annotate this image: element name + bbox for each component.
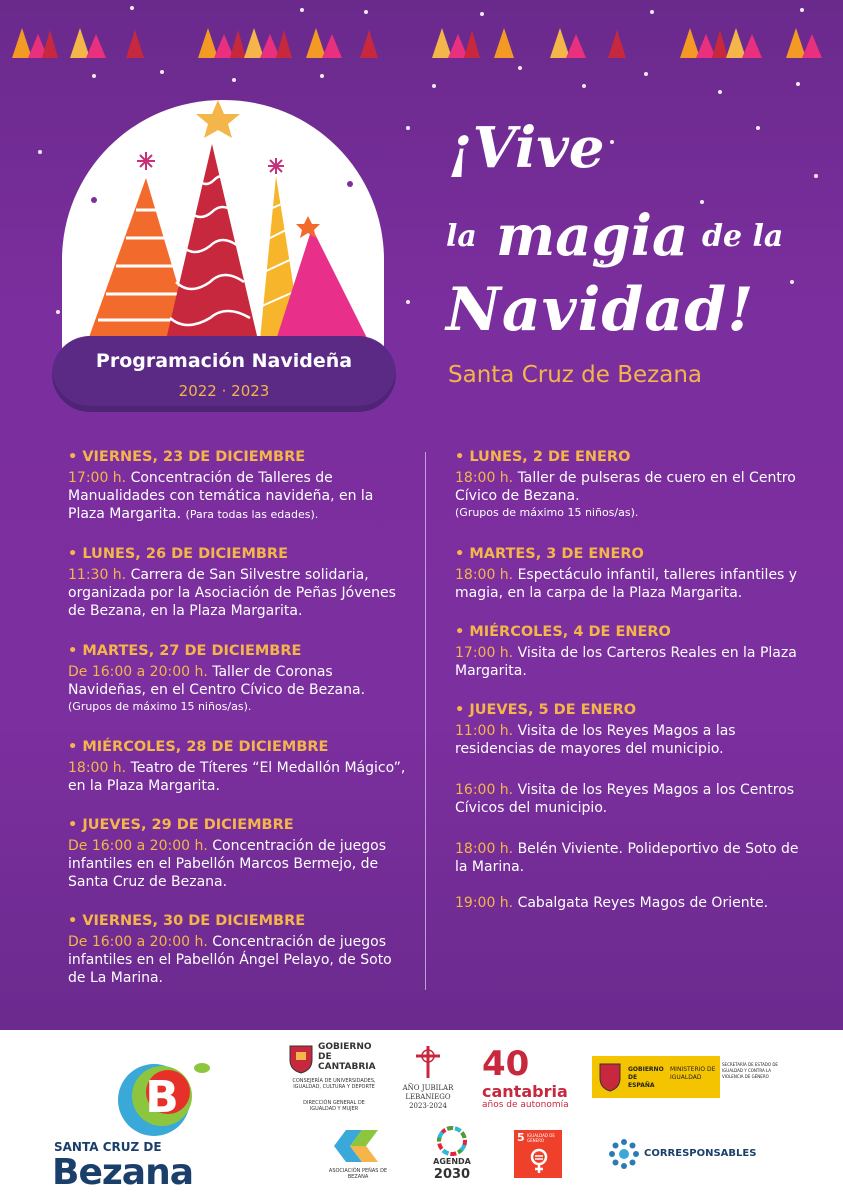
cantabria-40-number: 40: [482, 1044, 530, 1084]
agenda-year: 2030: [433, 1167, 471, 1182]
event-description: Visita de los Carteros Reales en la Plaza Margarita.: [455, 645, 797, 679]
event-note: (Para todas las edades).: [185, 508, 319, 521]
event-description: Concentración de Talleres de Manualidades con temática navideña, en la Plaza Margarita.: [68, 470, 374, 522]
sponsors-footer: [0, 1030, 843, 1192]
event-description: Espectáculo infantil, talleres infantiles y magia, en la carpa de la Plaza Margarita.: [455, 567, 798, 601]
headline-navidad: Navidad!: [446, 275, 755, 345]
cantabria-word: cantabria: [482, 1082, 568, 1101]
jubilar-text-3: 2023·2024: [409, 1102, 447, 1110]
ods-5-logo: [514, 1130, 562, 1178]
event-item: [68, 738, 413, 795]
event-description: Concentración de juegos infantiles en el Pabellón Marcos Bermejo, de Santa Cruz de Bezana.: [68, 838, 387, 890]
headline-de-la: de la: [702, 219, 784, 254]
agenda-word: AGENDA: [433, 1157, 471, 1166]
corresponsables-logo: [608, 1138, 757, 1172]
event-time: 17:00 h.: [68, 470, 127, 486]
event-item: [68, 912, 413, 987]
sdg-wheel-icon: [437, 1126, 467, 1156]
event-text: [68, 933, 413, 987]
event-time: 18:00 h.: [455, 470, 514, 486]
event-item: [455, 894, 800, 912]
event-time: 11:30 h.: [68, 567, 127, 583]
event-day: • MARTES, 3 DE ENERO: [455, 546, 644, 562]
ano-jubilar-logo: [396, 1044, 460, 1118]
event-day: • LUNES, 2 DE ENERO: [455, 449, 631, 465]
event-item: [68, 448, 413, 523]
event-item: [68, 545, 413, 620]
event-text: [68, 566, 413, 620]
bezana-logo: [50, 1052, 230, 1192]
event-text: [455, 840, 800, 876]
event-time: De 16:00 a 20:00 h.: [68, 838, 208, 854]
event-text: [68, 663, 413, 699]
event-time: 16:00 h.: [455, 782, 514, 798]
tree-garland-icon: [0, 22, 843, 62]
christmas-trees-icon: [62, 100, 384, 360]
event-day: • MIÉRCOLES, 28 DE DICIEMBRE: [68, 739, 329, 755]
event-text: [455, 722, 800, 758]
event-item: [455, 448, 800, 521]
cantabria-dir: DIRECCIÓN GENERAL DE IGUALDAD Y MUJER: [303, 1100, 365, 1112]
event-day: • MARTES, 27 DE DICIEMBRE: [68, 643, 302, 659]
event-text: [68, 759, 413, 795]
event-description: Visita de los Reyes Magos a los Centros Cívicos del municipio.: [455, 782, 795, 816]
jubilar-text-2: LEBANIEGO: [405, 1093, 451, 1101]
secretaria-text: SECRETARÍA DE ESTADO DE IGUALDAD Y CONTRA LA VIOLENCIA DE GÉNERO: [722, 1062, 778, 1079]
cantabria-40-logo: [480, 1044, 570, 1114]
headline-la: la: [446, 219, 477, 254]
event-time: De 16:00 a 20:00 h.: [68, 934, 208, 950]
event-text: [455, 781, 800, 817]
column-divider: [425, 452, 426, 990]
cantabria-sub: años de autonomía: [482, 1100, 569, 1110]
event-text: [455, 644, 800, 680]
event-note: (Grupos de máximo 15 niños/as).: [68, 700, 252, 713]
event-day: • MIÉRCOLES, 4 DE ENERO: [455, 624, 671, 640]
gobierno-cantabria-logo: [288, 1042, 378, 1122]
event-day: • VIERNES, 30 DE DICIEMBRE: [68, 913, 306, 929]
agenda-2030-logo: [430, 1126, 474, 1186]
event-day: • LUNES, 26 DE DICIEMBRE: [68, 546, 288, 562]
ods-5-number: 5: [517, 1131, 525, 1144]
event-item: [455, 781, 800, 817]
penas-logo-icon: [330, 1126, 386, 1166]
event-text: [68, 837, 413, 891]
event-description: Visita de los Reyes Magos a las residencias de mayores del municipio.: [455, 723, 736, 757]
ministerio-text: MINISTERIO DE IGUALDAD: [670, 1066, 716, 1081]
gobierno-espana-logo: [592, 1056, 788, 1098]
svg-text:B: B: [145, 1072, 179, 1123]
event-day: • VIERNES, 23 DE DICIEMBRE: [68, 449, 306, 465]
event-time: 11:00 h.: [455, 723, 514, 739]
asociacion-text: ASOCIACIÓN PEÑAS DE BEZANA: [328, 1168, 388, 1180]
event-text: [455, 894, 800, 912]
event-description: Belén Viviente. Polideportivo de Soto de la Marina.: [455, 841, 799, 875]
event-item: [455, 701, 800, 758]
cross-icon: [413, 1044, 443, 1080]
cantabria-text-1: GOBIERNO: [318, 1042, 372, 1052]
event-description: Carrera de San Silvestre solidaria, organizada por la Asociación de Peñas Jóvenes de Bezana, en la Plaza Margarita.: [68, 567, 396, 619]
event-time: 18:00 h.: [455, 567, 514, 583]
spain-shield-icon: [596, 1060, 624, 1094]
event-time: De 16:00 a 20:00 h.: [68, 664, 208, 680]
event-day: • JUEVES, 29 DE DICIEMBRE: [68, 817, 294, 833]
asociacion-penas-logo: [326, 1126, 390, 1186]
event-time: 18:00 h.: [68, 760, 127, 776]
event-time: 17:00 h.: [455, 645, 514, 661]
program-years: 2022 · 2023: [178, 382, 270, 400]
corresponsables-icon: [608, 1138, 640, 1170]
event-item: [68, 816, 413, 891]
event-description: Teatro de Títeres “El Medallón Mágico”, en la Plaza Margarita.: [68, 760, 406, 794]
top-tree-row: [0, 22, 843, 62]
event-description: Concentración de juegos infantiles en el Pabellón Ángel Pelayo, de Soto de La Marina.: [68, 934, 392, 986]
event-item: [455, 623, 800, 680]
secretaria-box: [720, 1056, 788, 1098]
bezana-b-logo-icon: [90, 1052, 270, 1142]
gobierno-espana-text: GOBIERNO DE ESPAÑA: [628, 1066, 664, 1089]
event-time: 18:00 h.: [455, 841, 514, 857]
cantabria-dept: CONSEJERÍA DE UNIVERSIDADES, IGUALDAD, CULTURA Y DEPORTE: [292, 1078, 376, 1090]
cantabria-text-2: DE: [318, 1052, 332, 1062]
event-item: [455, 545, 800, 602]
event-item: [68, 642, 413, 715]
event-day: • JUEVES, 5 DE ENERO: [455, 702, 637, 718]
cantabria-shield-icon: [288, 1044, 314, 1074]
headline-vive: ¡Vive: [448, 115, 605, 181]
ods-5-label: IGUALDAD DE GÉNERO: [527, 1133, 555, 1143]
program-banner: [52, 336, 396, 412]
bezana-small-text: SANTA CRUZ DE: [54, 1140, 162, 1154]
event-description: Taller de Coronas Navideñas, en el Centro Cívico de Bezana.: [68, 664, 366, 698]
event-description: Taller de pulseras de cuero en el Centro Cívico de Bezana.: [455, 470, 796, 504]
jubilar-text-1: AÑO JUBILAR: [402, 1084, 454, 1092]
event-time: 19:00 h.: [455, 895, 514, 911]
bezana-big-text: Bezana: [52, 1152, 194, 1192]
corresponsables-text: CORRESPONSABLES: [644, 1148, 757, 1159]
event-text: [68, 469, 413, 523]
event-text: [455, 566, 800, 602]
event-description: Cabalgata Reyes Magos de Oriente.: [513, 895, 769, 911]
event-text: [455, 469, 800, 505]
event-item: [455, 840, 800, 876]
program-title: Programación Navideña: [95, 350, 353, 372]
event-note: (Grupos de máximo 15 niños/as).: [455, 506, 639, 519]
subtitle: Santa Cruz de Bezana: [448, 362, 702, 388]
headline-magia: magia: [496, 203, 689, 269]
gender-equality-icon: [524, 1146, 554, 1174]
cantabria-text-3: CANTABRIA: [318, 1062, 376, 1072]
